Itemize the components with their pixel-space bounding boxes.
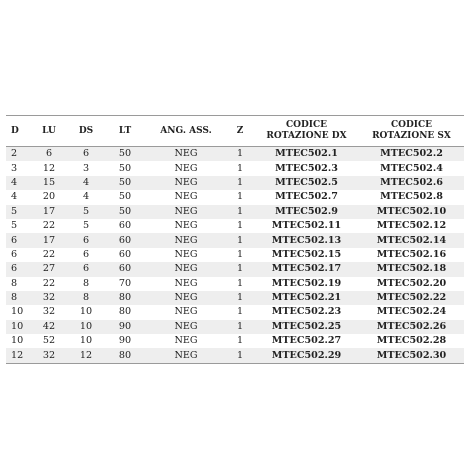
cell-ang-ass: NEG (146, 161, 226, 175)
cell-ang-ass: NEG (146, 291, 226, 305)
cell-lt: 50 (104, 147, 146, 162)
cell-ds: 6 (68, 233, 104, 247)
cell-codice-sx: MTEC502.30 (359, 348, 464, 363)
cell-ang-ass: NEG (146, 262, 226, 276)
cell-z: 1 (226, 248, 254, 262)
cell-lt: 70 (104, 277, 146, 291)
cell-d: 5 (6, 205, 30, 219)
cell-ds: 8 (68, 291, 104, 305)
cell-codice-sx: MTEC502.2 (359, 147, 464, 162)
cell-lu: 32 (30, 348, 68, 363)
cell-z: 1 (226, 147, 254, 162)
header-d: D (6, 116, 30, 147)
cell-ds: 3 (68, 161, 104, 175)
cell-ang-ass: NEG (146, 348, 226, 363)
cell-lu: 17 (30, 205, 68, 219)
table-row (6, 147, 464, 162)
cell-d: 4 (6, 176, 30, 190)
cell-lt: 50 (104, 161, 146, 175)
cell-d: 6 (6, 262, 30, 276)
cell-d: 4 (6, 190, 30, 204)
cell-ds: 5 (68, 205, 104, 219)
cell-ang-ass: NEG (146, 334, 226, 348)
cell-codice-sx: MTEC502.6 (359, 176, 464, 190)
cell-ds: 4 (68, 176, 104, 190)
table-row (6, 176, 464, 190)
cell-d: 8 (6, 291, 30, 305)
cell-lu: 6 (30, 147, 68, 162)
cell-codice-dx: MTEC502.21 (254, 291, 359, 305)
cell-codice-sx: MTEC502.28 (359, 334, 464, 348)
header-ang-ass: ANG. ASS. (146, 116, 226, 147)
cell-z: 1 (226, 320, 254, 334)
cell-z: 1 (226, 277, 254, 291)
cell-codice-sx: MTEC502.4 (359, 161, 464, 175)
table-row (6, 205, 464, 219)
header-ds: DS (68, 116, 104, 147)
cell-codice-dx: MTEC502.5 (254, 176, 359, 190)
cell-ang-ass: NEG (146, 248, 226, 262)
header-z: Z (226, 116, 254, 147)
cell-codice-dx: MTEC502.1 (254, 147, 359, 162)
cell-lt: 80 (104, 291, 146, 305)
header-codice-dx-line2: ROTAZIONE DX (266, 131, 347, 141)
cell-z: 1 (226, 262, 254, 276)
table-row (6, 233, 464, 247)
header-codice-sx (359, 116, 464, 147)
table-row (6, 334, 464, 348)
cell-ds: 5 (68, 219, 104, 233)
cell-codice-dx: MTEC502.15 (254, 248, 359, 262)
header-codice-sx-line2: ROTAZIONE SX (372, 131, 451, 141)
cell-lu: 12 (30, 161, 68, 175)
cell-z: 1 (226, 176, 254, 190)
table-row (6, 320, 464, 334)
cell-z: 1 (226, 233, 254, 247)
cell-z: 1 (226, 219, 254, 233)
cell-ds: 6 (68, 248, 104, 262)
cell-codice-sx: MTEC502.18 (359, 262, 464, 276)
cell-d: 6 (6, 248, 30, 262)
cell-ds: 10 (68, 305, 104, 319)
cell-lt: 90 (104, 320, 146, 334)
cell-lu: 32 (30, 291, 68, 305)
table-row (6, 248, 464, 262)
cell-lt: 90 (104, 334, 146, 348)
cell-codice-dx: MTEC502.23 (254, 305, 359, 319)
cell-lt: 50 (104, 190, 146, 204)
cell-lt: 60 (104, 219, 146, 233)
cell-codice-dx: MTEC502.3 (254, 161, 359, 175)
cell-lu: 27 (30, 262, 68, 276)
header-row (6, 116, 464, 147)
cell-z: 1 (226, 190, 254, 204)
cell-codice-sx: MTEC502.24 (359, 305, 464, 319)
cell-codice-sx: MTEC502.26 (359, 320, 464, 334)
cell-codice-sx: MTEC502.12 (359, 219, 464, 233)
cell-lu: 17 (30, 233, 68, 247)
cell-ds: 10 (68, 320, 104, 334)
product-table (6, 115, 464, 364)
cell-codice-dx: MTEC502.27 (254, 334, 359, 348)
cell-d: 2 (6, 147, 30, 162)
cell-d: 10 (6, 334, 30, 348)
cell-codice-sx: MTEC502.20 (359, 277, 464, 291)
cell-lt: 80 (104, 305, 146, 319)
table-row (6, 190, 464, 204)
cell-codice-dx: MTEC502.17 (254, 262, 359, 276)
table-row (6, 305, 464, 319)
header-codice-dx-line1: CODICE (285, 120, 328, 130)
table-header (6, 116, 464, 147)
cell-lu: 15 (30, 176, 68, 190)
cell-lt: 80 (104, 348, 146, 363)
cell-lu: 22 (30, 248, 68, 262)
cell-codice-dx: MTEC502.7 (254, 190, 359, 204)
cell-lu: 22 (30, 219, 68, 233)
cell-ds: 12 (68, 348, 104, 363)
cell-ang-ass: NEG (146, 219, 226, 233)
header-codice-dx (254, 116, 359, 147)
cell-lt: 60 (104, 248, 146, 262)
cell-lu: 20 (30, 190, 68, 204)
cell-z: 1 (226, 205, 254, 219)
header-lt: LT (104, 116, 146, 147)
cell-ang-ass: NEG (146, 190, 226, 204)
header-codice-sx-line1: CODICE (390, 120, 433, 130)
cell-d: 8 (6, 277, 30, 291)
cell-codice-sx: MTEC502.8 (359, 190, 464, 204)
table-row (6, 277, 464, 291)
cell-ang-ass: NEG (146, 277, 226, 291)
cell-codice-sx: MTEC502.10 (359, 205, 464, 219)
table-body (6, 147, 464, 364)
table-row (6, 161, 464, 175)
cell-codice-dx: MTEC502.9 (254, 205, 359, 219)
cell-lt: 60 (104, 233, 146, 247)
cell-z: 1 (226, 291, 254, 305)
cell-lt: 50 (104, 176, 146, 190)
cell-lt: 60 (104, 262, 146, 276)
cell-codice-dx: MTEC502.19 (254, 277, 359, 291)
cell-lu: 22 (30, 277, 68, 291)
cell-d: 10 (6, 305, 30, 319)
table-row (6, 291, 464, 305)
cell-codice-dx: MTEC502.11 (254, 219, 359, 233)
cell-d: 10 (6, 320, 30, 334)
cell-ds: 10 (68, 334, 104, 348)
cell-ds: 8 (68, 277, 104, 291)
table-row (6, 219, 464, 233)
cell-ang-ass: NEG (146, 320, 226, 334)
cell-ang-ass: NEG (146, 233, 226, 247)
cell-codice-sx: MTEC502.14 (359, 233, 464, 247)
cell-z: 1 (226, 161, 254, 175)
cell-lt: 50 (104, 205, 146, 219)
cell-z: 1 (226, 305, 254, 319)
cell-ang-ass: NEG (146, 205, 226, 219)
cell-ang-ass: NEG (146, 147, 226, 162)
cell-ang-ass: NEG (146, 176, 226, 190)
table-row (6, 348, 464, 363)
cell-d: 12 (6, 348, 30, 363)
cell-ang-ass: NEG (146, 305, 226, 319)
cell-d: 6 (6, 233, 30, 247)
cell-ds: 6 (68, 147, 104, 162)
cell-z: 1 (226, 348, 254, 363)
cell-lu: 52 (30, 334, 68, 348)
cell-z: 1 (226, 334, 254, 348)
cell-codice-sx: MTEC502.16 (359, 248, 464, 262)
cell-codice-dx: MTEC502.29 (254, 348, 359, 363)
cell-codice-dx: MTEC502.13 (254, 233, 359, 247)
cell-codice-dx: MTEC502.25 (254, 320, 359, 334)
cell-lu: 42 (30, 320, 68, 334)
cell-codice-sx: MTEC502.22 (359, 291, 464, 305)
cell-ds: 4 (68, 190, 104, 204)
table-row (6, 262, 464, 276)
header-lu: LU (30, 116, 68, 147)
cell-ds: 6 (68, 262, 104, 276)
cell-d: 3 (6, 161, 30, 175)
product-table-container (6, 115, 464, 364)
cell-d: 5 (6, 219, 30, 233)
cell-lu: 32 (30, 305, 68, 319)
